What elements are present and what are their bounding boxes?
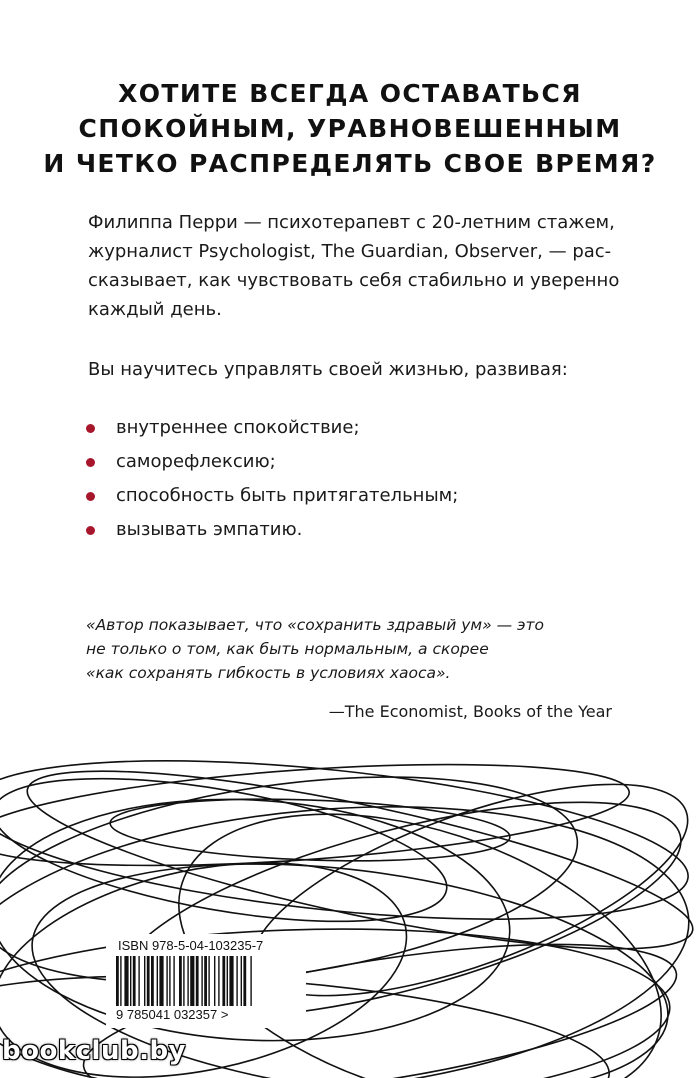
isbn-number: ISBN 978-5-04-103235-7 — [118, 938, 264, 953]
benefit-text: внутреннее спокойствие; — [116, 417, 360, 438]
barcode-bar — [138, 956, 139, 1006]
barcode-bar — [144, 956, 145, 1006]
barcode-bar — [204, 956, 207, 1006]
benefit-item — [86, 449, 458, 483]
barcode-bar — [236, 956, 237, 1006]
review-quote — [86, 613, 626, 685]
barcode-bar — [124, 956, 128, 1006]
barcode-bar — [196, 956, 199, 1006]
barcode-bar — [227, 956, 228, 1006]
barcode-bar — [190, 956, 194, 1006]
barcode-bar — [229, 956, 233, 1006]
quote-line: «Автор показывает, что «сохранить здравый ум» — это — [86, 616, 545, 634]
barcode-bar — [130, 956, 131, 1006]
barcode-panel — [106, 934, 306, 1028]
benefits-list — [86, 415, 458, 551]
barcode-bar — [187, 956, 188, 1006]
barcode-bar — [120, 956, 121, 1006]
benefit-item — [86, 517, 458, 551]
benefit-text: способность быть притягательным; — [116, 485, 459, 506]
headline — [0, 76, 700, 181]
barcode-bar — [157, 956, 158, 1006]
quote-line: не только о том, как быть нормальным, а скорее — [86, 640, 489, 658]
benefits-intro: Вы научитесь управлять своей жизнью, развивая: — [88, 359, 568, 380]
barcode-bar — [208, 956, 209, 1006]
quote-source: —The Economist, Books of the Year — [328, 702, 612, 721]
bullet-dot-icon — [86, 492, 95, 501]
barcode-bar — [222, 956, 225, 1006]
bullet-dot-icon — [86, 458, 95, 467]
barcode-bar — [116, 956, 119, 1006]
barcode-bar — [159, 956, 163, 1006]
headline-line: И ЧЕТКО РАСПРЕДЕЛЯТЬ СВОЕ ВРЕМЯ? — [43, 149, 657, 178]
description-line: сказывает, как чувствовать себя стабильно и уверенно — [88, 270, 620, 291]
barcode-bar — [243, 956, 246, 1006]
scribble-illustration — [0, 720, 700, 1078]
barcode-bar — [201, 956, 202, 1006]
quote-line: «как сохранять гибкость в условиях хаоса». — [86, 664, 451, 682]
barcode-bar — [151, 956, 154, 1006]
watermark: bookclub.by — [2, 1036, 187, 1066]
benefit-item — [86, 415, 458, 449]
barcode-bar — [218, 956, 219, 1006]
benefit-item — [86, 483, 458, 517]
description-line: каждый день. — [88, 299, 222, 320]
benefit-text: вызывать эмпатию. — [116, 519, 303, 540]
barcode-digits: 9 785041 032357 > — [116, 1007, 229, 1022]
barcode-bar — [241, 956, 242, 1006]
author-description — [88, 208, 628, 324]
barcode-bar — [133, 956, 136, 1006]
headline-line: СПОКОЙНЫМ, УРАВНОВЕШЕННЫМ — [78, 114, 622, 143]
barcode-bar — [179, 956, 182, 1006]
bullet-dot-icon — [86, 526, 95, 535]
barcode-bars — [116, 956, 296, 1008]
barcode-bar — [169, 956, 170, 1006]
barcode-bar — [214, 956, 215, 1006]
description-line: журналист Psychologist, The Guardian, Observer, — рас- — [88, 241, 612, 262]
barcode-bar — [183, 956, 184, 1006]
barcode-bar — [166, 956, 167, 1006]
barcode-bar — [250, 956, 251, 1006]
barcode-bar — [147, 956, 150, 1006]
headline-line: ХОТИТЕ ВСЕГДА ОСТАВАТЬСЯ — [118, 79, 582, 108]
bullet-dot-icon — [86, 424, 95, 433]
description-line: Филиппа Перри — психотерапевт с 20-летним стажем, — [88, 212, 615, 233]
benefit-text: саморефлексию; — [116, 451, 276, 472]
barcode-bar — [173, 956, 174, 1006]
